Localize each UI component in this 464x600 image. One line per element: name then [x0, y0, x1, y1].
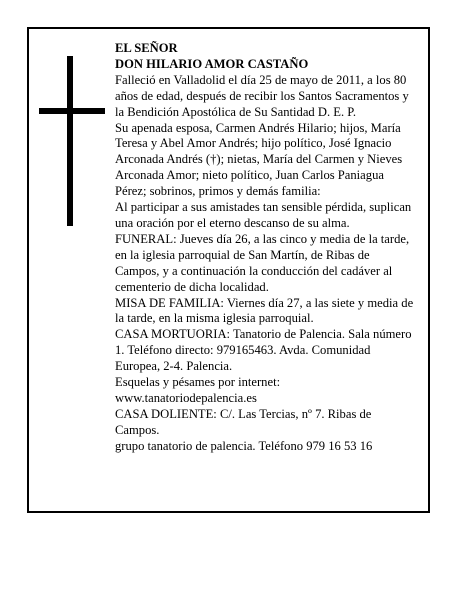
cross-vertical-bar [67, 56, 73, 226]
family-mass-info: MISA DE FAMILIA: Viernes día 27, a las siete y media de la tarde, en la misma iglesia parroquial. [115, 295, 414, 326]
prayer-request: Al participar a sus amistades tan sensible pérdida, suplican una oración por el eterno descanso de su alma. [115, 200, 412, 230]
bereaved-home: CASA DOLIENTE: C/. Las Tercias, nº 7. Ribas de Campos. [115, 406, 372, 437]
cross-horizontal-bar [39, 108, 105, 114]
notice-title-line1: EL SEÑOR [115, 41, 178, 55]
cross-icon [39, 56, 105, 226]
notice-title-line2: DON HILARIO AMOR CASTAÑO [115, 56, 309, 71]
funeral-info: FUNERAL: Jueves día 26, a las cinco y media de la tarde, en la iglesia parroquial de San Martín, de Ribas de Campos, y a continuación la conducción del cadáver al cementerio de dicha localidad. [115, 231, 410, 294]
family-list: Su apenada esposa, Carmen Andrés Hilario; hijos, María Teresa y Abel Amor Andrés; hijo político, José Ignacio Arconada Andrés (†); nietas, María del Carmen y Nieves Arconada Amor; nieto político, Juan Carlos Paniagua Pérez; sobrinos, primos y demás familia: [115, 120, 403, 199]
funeral-home-contact: grupo tanatorio de palencia. Teléfono 979 16 53 16 [115, 438, 373, 453]
obituary-notice [27, 27, 430, 513]
death-announcement: Falleció en Valladolid el día 25 de mayo de 2011, a los 80 años de edad, después de recibir los Santos Sacramentos y la Bendición Apostólica de Su Santidad D. E. P. [115, 72, 409, 119]
mortuary-info: CASA MORTUORIA: Tanatorio de Palencia. Sala número 1. Teléfono directo: 979165463. Avda. Comunidad Europea, 2-4. Palencia. [115, 327, 412, 374]
notice-text [115, 41, 415, 455]
internet-condolences: Esquelas y pésames por internet: www.tanatoriodepalencia.es [115, 375, 281, 405]
